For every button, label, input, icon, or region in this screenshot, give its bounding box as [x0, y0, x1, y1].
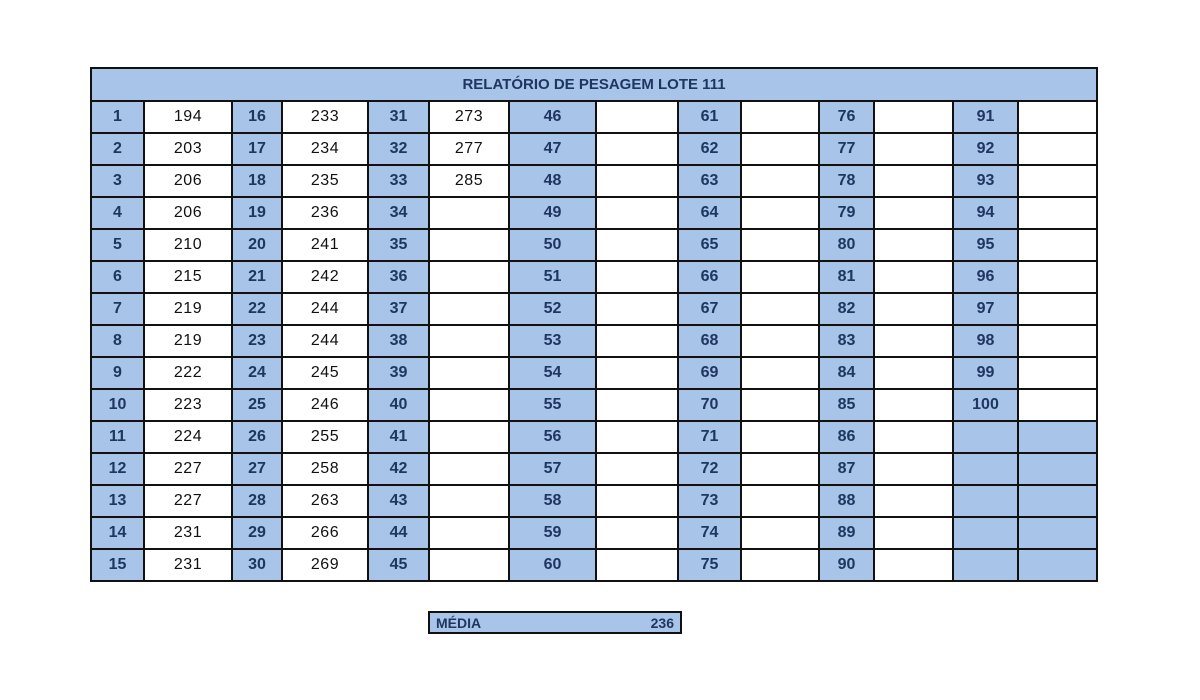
animal-number-cell: 71	[678, 421, 741, 453]
animal-number-cell: 33	[368, 165, 429, 197]
animal-number-cell: 92	[953, 133, 1018, 165]
animal-number-cell: 77	[819, 133, 874, 165]
weight-cell: 194	[144, 101, 232, 133]
animal-number-cell: 27	[232, 453, 282, 485]
animal-number-cell: 25	[232, 389, 282, 421]
animal-number-cell: 50	[509, 229, 596, 261]
animal-number-cell: 62	[678, 133, 741, 165]
weight-cell: 245	[282, 357, 368, 389]
weight-cell: 244	[282, 293, 368, 325]
animal-number-cell: 28	[232, 485, 282, 517]
weight-cell	[741, 485, 819, 517]
animal-number-cell	[953, 485, 1018, 517]
animal-number-cell	[953, 421, 1018, 453]
animal-number-cell: 49	[509, 197, 596, 229]
weight-cell	[874, 325, 953, 357]
animal-number-cell: 1	[91, 101, 144, 133]
weight-cell	[741, 101, 819, 133]
weight-cell	[874, 261, 953, 293]
animal-number-cell: 41	[368, 421, 429, 453]
animal-number-cell: 54	[509, 357, 596, 389]
weight-cell	[741, 261, 819, 293]
weight-cell	[596, 293, 678, 325]
weight-cell	[1018, 453, 1097, 485]
weight-cell	[596, 357, 678, 389]
weight-cell: 215	[144, 261, 232, 293]
table-row	[91, 453, 1097, 485]
animal-number-cell: 51	[509, 261, 596, 293]
weight-cell: 227	[144, 453, 232, 485]
animal-number-cell: 97	[953, 293, 1018, 325]
weight-cell	[1018, 165, 1097, 197]
animal-number-cell: 31	[368, 101, 429, 133]
animal-number-cell: 99	[953, 357, 1018, 389]
animal-number-cell: 15	[91, 549, 144, 581]
weight-cell	[429, 485, 509, 517]
animal-number-cell: 76	[819, 101, 874, 133]
weight-cell	[874, 453, 953, 485]
weight-cell	[741, 197, 819, 229]
animal-number-cell: 18	[232, 165, 282, 197]
table-row	[91, 517, 1097, 549]
weight-cell	[1018, 325, 1097, 357]
weight-cell	[741, 133, 819, 165]
weight-cell	[741, 325, 819, 357]
weight-cell	[741, 165, 819, 197]
table-row	[91, 261, 1097, 293]
animal-number-cell: 75	[678, 549, 741, 581]
weight-cell: 234	[282, 133, 368, 165]
report-title: RELATÓRIO DE PESAGEM LOTE 111	[91, 68, 1097, 101]
animal-number-cell: 61	[678, 101, 741, 133]
animal-number-cell: 73	[678, 485, 741, 517]
weight-cell: 206	[144, 165, 232, 197]
animal-number-cell: 38	[368, 325, 429, 357]
weight-cell	[874, 293, 953, 325]
animal-number-cell: 24	[232, 357, 282, 389]
weight-cell	[874, 197, 953, 229]
weight-cell: 255	[282, 421, 368, 453]
animal-number-cell: 81	[819, 261, 874, 293]
weight-cell	[741, 549, 819, 581]
animal-number-cell: 43	[368, 485, 429, 517]
animal-number-cell: 91	[953, 101, 1018, 133]
weight-cell: 231	[144, 517, 232, 549]
weight-cell	[874, 485, 953, 517]
animal-number-cell: 65	[678, 229, 741, 261]
weight-cell: 246	[282, 389, 368, 421]
weight-cell	[741, 293, 819, 325]
animal-number-cell: 64	[678, 197, 741, 229]
animal-number-cell: 67	[678, 293, 741, 325]
animal-number-cell: 80	[819, 229, 874, 261]
table-row	[91, 197, 1097, 229]
animal-number-cell: 78	[819, 165, 874, 197]
animal-number-cell: 23	[232, 325, 282, 357]
animal-number-cell: 46	[509, 101, 596, 133]
table-row	[91, 133, 1097, 165]
animal-number-cell: 45	[368, 549, 429, 581]
weight-cell	[1018, 197, 1097, 229]
weight-cell	[1018, 389, 1097, 421]
animal-number-cell: 39	[368, 357, 429, 389]
table-row	[91, 357, 1097, 389]
weight-cell	[741, 389, 819, 421]
animal-number-cell: 11	[91, 421, 144, 453]
animal-number-cell: 52	[509, 293, 596, 325]
animal-number-cell: 21	[232, 261, 282, 293]
average-value: 236	[650, 615, 674, 631]
weight-cell	[429, 389, 509, 421]
animal-number-cell: 34	[368, 197, 429, 229]
animal-number-cell: 82	[819, 293, 874, 325]
animal-number-cell: 12	[91, 453, 144, 485]
weight-cell	[596, 549, 678, 581]
weight-cell: 219	[144, 325, 232, 357]
weight-cell	[874, 101, 953, 133]
weight-cell: 206	[144, 197, 232, 229]
animal-number-cell: 7	[91, 293, 144, 325]
weight-cell	[874, 389, 953, 421]
table-row	[91, 293, 1097, 325]
weight-cell	[429, 357, 509, 389]
animal-number-cell: 63	[678, 165, 741, 197]
weight-cell: 269	[282, 549, 368, 581]
weight-cell	[1018, 421, 1097, 453]
weight-cell	[1018, 293, 1097, 325]
animal-number-cell: 5	[91, 229, 144, 261]
animal-number-cell: 22	[232, 293, 282, 325]
weight-cell	[596, 389, 678, 421]
animal-number-cell: 8	[91, 325, 144, 357]
weight-cell	[741, 517, 819, 549]
weight-cell	[596, 325, 678, 357]
weight-cell	[429, 261, 509, 293]
weight-cell: 258	[282, 453, 368, 485]
weight-cell	[596, 101, 678, 133]
weight-cell: 241	[282, 229, 368, 261]
weight-cell	[596, 421, 678, 453]
weight-cell	[429, 197, 509, 229]
animal-number-cell: 13	[91, 485, 144, 517]
animal-number-cell: 55	[509, 389, 596, 421]
animal-number-cell: 85	[819, 389, 874, 421]
animal-number-cell: 95	[953, 229, 1018, 261]
animal-number-cell: 93	[953, 165, 1018, 197]
animal-number-cell: 56	[509, 421, 596, 453]
animal-number-cell: 88	[819, 485, 874, 517]
weight-cell: 231	[144, 549, 232, 581]
animal-number-cell	[953, 549, 1018, 581]
weight-cell	[1018, 357, 1097, 389]
animal-number-cell: 19	[232, 197, 282, 229]
table-row	[91, 165, 1097, 197]
weight-cell	[429, 549, 509, 581]
weight-cell: 224	[144, 421, 232, 453]
animal-number-cell: 100	[953, 389, 1018, 421]
animal-number-cell: 26	[232, 421, 282, 453]
weight-cell: 203	[144, 133, 232, 165]
weight-cell	[596, 517, 678, 549]
weight-cell	[741, 421, 819, 453]
weight-cell: 223	[144, 389, 232, 421]
animal-number-cell: 59	[509, 517, 596, 549]
weight-cell	[596, 133, 678, 165]
weight-cell	[596, 453, 678, 485]
animal-number-cell	[953, 453, 1018, 485]
weight-cell	[429, 293, 509, 325]
animal-number-cell: 72	[678, 453, 741, 485]
weight-cell	[429, 229, 509, 261]
weight-cell: 277	[429, 133, 509, 165]
animal-number-cell: 44	[368, 517, 429, 549]
table-row	[91, 229, 1097, 261]
weight-cell	[1018, 101, 1097, 133]
weight-cell	[874, 517, 953, 549]
weight-cell: 263	[282, 485, 368, 517]
weight-cell	[874, 357, 953, 389]
weight-cell: 235	[282, 165, 368, 197]
table-row	[91, 325, 1097, 357]
table-row	[91, 389, 1097, 421]
animal-number-cell: 4	[91, 197, 144, 229]
weight-cell	[874, 165, 953, 197]
weight-cell: 219	[144, 293, 232, 325]
table-row	[91, 421, 1097, 453]
animal-number-cell: 53	[509, 325, 596, 357]
weight-cell: 266	[282, 517, 368, 549]
weight-cell	[1018, 549, 1097, 581]
weight-cell: 285	[429, 165, 509, 197]
animal-number-cell: 83	[819, 325, 874, 357]
animal-number-cell: 66	[678, 261, 741, 293]
weight-cell	[874, 421, 953, 453]
weight-cell	[1018, 229, 1097, 261]
animal-number-cell: 98	[953, 325, 1018, 357]
animal-number-cell: 47	[509, 133, 596, 165]
weight-cell	[741, 229, 819, 261]
weight-cell	[596, 197, 678, 229]
weight-cell: 210	[144, 229, 232, 261]
animal-number-cell	[953, 517, 1018, 549]
animal-number-cell: 84	[819, 357, 874, 389]
animal-number-cell: 35	[368, 229, 429, 261]
weight-cell	[596, 165, 678, 197]
animal-number-cell: 68	[678, 325, 741, 357]
animal-number-cell: 70	[678, 389, 741, 421]
average-summary	[428, 611, 682, 634]
animal-number-cell: 17	[232, 133, 282, 165]
animal-number-cell: 90	[819, 549, 874, 581]
weight-cell	[874, 229, 953, 261]
animal-number-cell: 2	[91, 133, 144, 165]
weight-cell	[429, 517, 509, 549]
weight-cell: 233	[282, 101, 368, 133]
animal-number-cell: 69	[678, 357, 741, 389]
animal-number-cell: 87	[819, 453, 874, 485]
animal-number-cell: 40	[368, 389, 429, 421]
animal-number-cell: 96	[953, 261, 1018, 293]
weight-cell	[1018, 133, 1097, 165]
animal-number-cell: 20	[232, 229, 282, 261]
animal-number-cell: 89	[819, 517, 874, 549]
animal-number-cell: 14	[91, 517, 144, 549]
animal-number-cell: 57	[509, 453, 596, 485]
animal-number-cell: 48	[509, 165, 596, 197]
weight-cell	[741, 357, 819, 389]
weight-cell: 244	[282, 325, 368, 357]
animal-number-cell: 60	[509, 549, 596, 581]
weight-cell	[596, 261, 678, 293]
weight-cell	[429, 421, 509, 453]
animal-number-cell: 79	[819, 197, 874, 229]
weight-cell: 236	[282, 197, 368, 229]
weight-cell	[741, 453, 819, 485]
weight-cell	[429, 453, 509, 485]
weight-cell	[874, 549, 953, 581]
table-row	[91, 485, 1097, 517]
animal-number-cell: 10	[91, 389, 144, 421]
animal-number-cell: 29	[232, 517, 282, 549]
weight-cell: 227	[144, 485, 232, 517]
weight-cell	[874, 133, 953, 165]
animal-number-cell: 94	[953, 197, 1018, 229]
animal-number-cell: 9	[91, 357, 144, 389]
animal-number-cell: 32	[368, 133, 429, 165]
weight-cell: 222	[144, 357, 232, 389]
average-label: MÉDIA	[436, 615, 482, 631]
table-row	[91, 101, 1097, 133]
weight-cell	[1018, 261, 1097, 293]
weight-cell	[1018, 517, 1097, 549]
table-row	[91, 549, 1097, 581]
weighing-report-table	[90, 67, 1098, 582]
weight-cell	[1018, 485, 1097, 517]
animal-number-cell: 30	[232, 549, 282, 581]
weight-cell: 242	[282, 261, 368, 293]
animal-number-cell: 16	[232, 101, 282, 133]
weight-cell	[596, 485, 678, 517]
weight-cell: 273	[429, 101, 509, 133]
animal-number-cell: 42	[368, 453, 429, 485]
weight-cell	[596, 229, 678, 261]
weight-cell	[429, 325, 509, 357]
animal-number-cell: 74	[678, 517, 741, 549]
animal-number-cell: 86	[819, 421, 874, 453]
animal-number-cell: 36	[368, 261, 429, 293]
animal-number-cell: 37	[368, 293, 429, 325]
animal-number-cell: 6	[91, 261, 144, 293]
animal-number-cell: 58	[509, 485, 596, 517]
animal-number-cell: 3	[91, 165, 144, 197]
